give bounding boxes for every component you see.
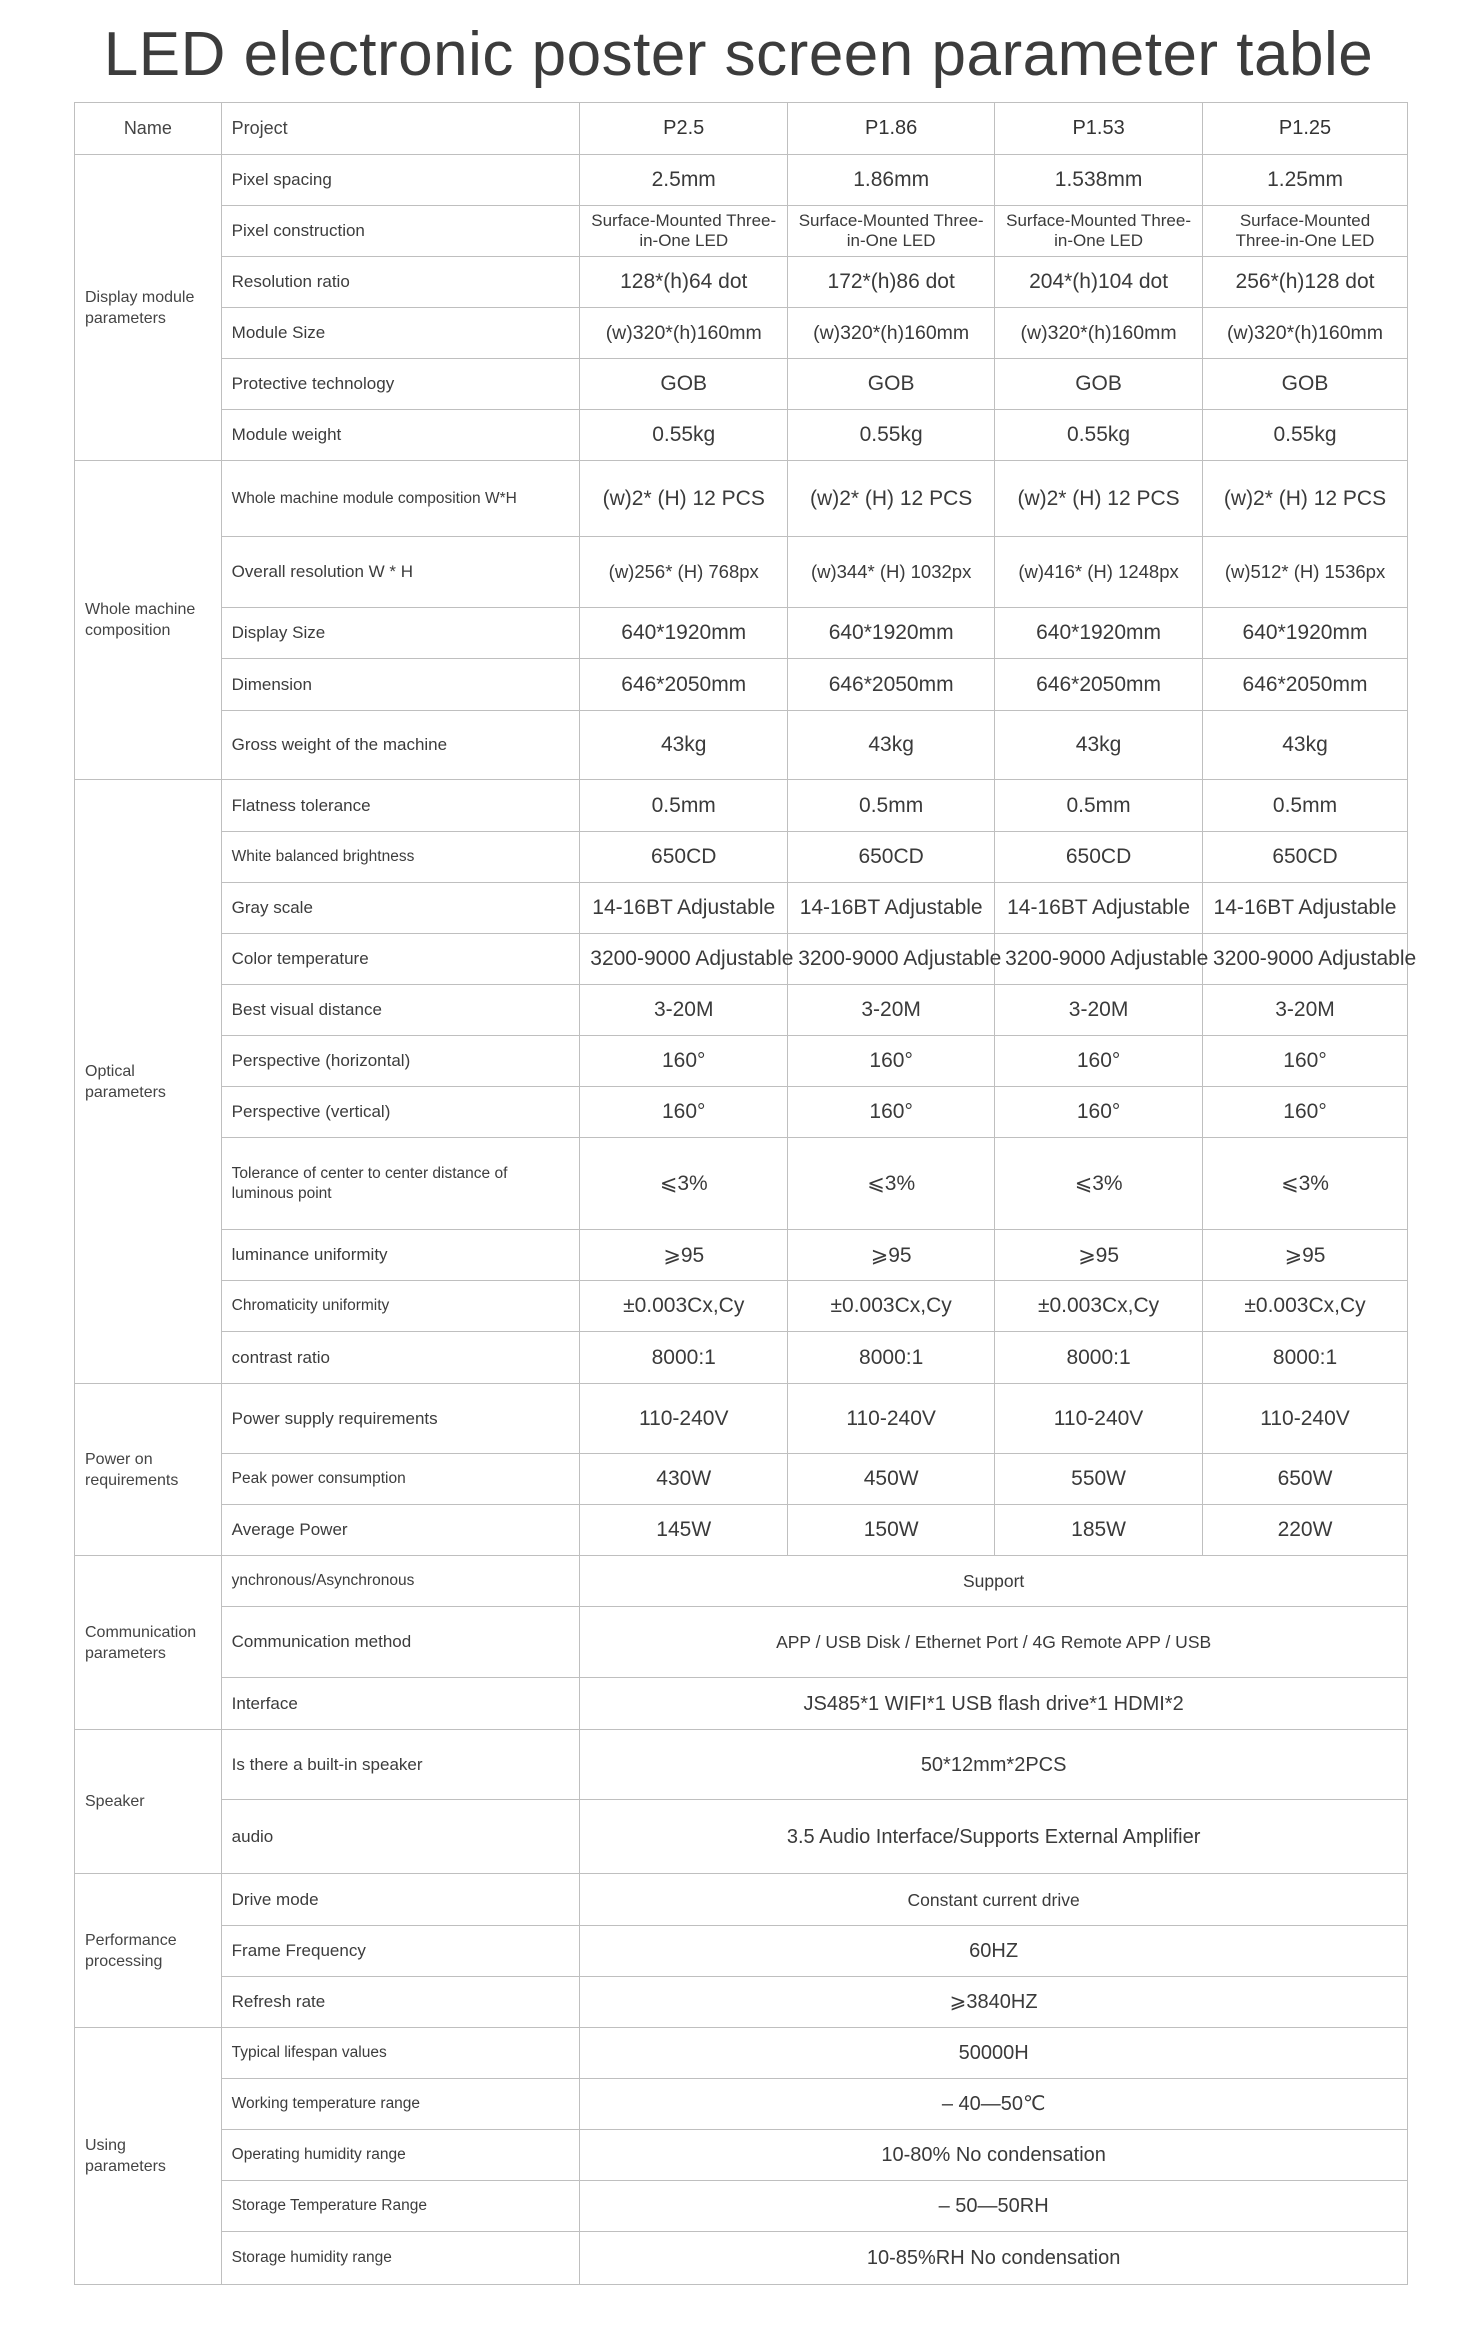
table-row <box>75 410 1408 461</box>
param-label: Pixel construction <box>221 206 580 257</box>
value-cell: 646*2050mm <box>788 659 995 711</box>
param-label: Dimension <box>221 659 580 711</box>
table-row <box>75 2181 1408 2232</box>
table-row <box>75 1384 1408 1454</box>
value-cell: Surface-Mounted Three-in-One LED <box>580 206 788 257</box>
value-cell: 0.55kg <box>995 410 1203 461</box>
param-label: audio <box>221 1800 580 1874</box>
value-cell: 1.86mm <box>788 155 995 206</box>
value-cell: ⩾95 <box>580 1230 788 1281</box>
param-label: Refresh rate <box>221 1977 580 2028</box>
param-label: Whole machine module composition W*H <box>221 461 580 537</box>
table-row <box>75 1138 1408 1230</box>
table-row <box>75 1800 1408 1874</box>
param-label: Overall resolution W * H <box>221 537 580 608</box>
param-label: Working temperature range <box>221 2079 580 2130</box>
value-cell: Surface-Mounted Three-in-One LED <box>995 206 1203 257</box>
table-row <box>75 1505 1408 1556</box>
value-cell: 646*2050mm <box>1203 659 1408 711</box>
shared-value-cell: 50000H <box>580 2028 1408 2079</box>
table-row <box>75 1281 1408 1332</box>
table-row <box>75 155 1408 206</box>
value-cell: (w)416* (H) 1248px <box>995 537 1203 608</box>
shared-value-cell: – 40—50℃ <box>580 2079 1408 2130</box>
value-cell: ⩽3% <box>788 1138 995 1230</box>
param-label: Protective technology <box>221 359 580 410</box>
group-label: Whole machine composition <box>75 461 222 780</box>
value-cell: ⩾95 <box>995 1230 1203 1281</box>
header-row <box>75 103 1408 155</box>
param-label: White balanced brightness <box>221 832 580 883</box>
table-row <box>75 1607 1408 1678</box>
value-cell: 3-20M <box>788 985 995 1036</box>
group-label: Communication parameters <box>75 1556 222 1730</box>
value-cell: 0.55kg <box>1203 410 1408 461</box>
value-cell: 650W <box>1203 1454 1408 1505</box>
value-cell: ±0.003Cx,Cy <box>1203 1281 1408 1332</box>
param-label: Color temperature <box>221 934 580 985</box>
value-cell: 650CD <box>1203 832 1408 883</box>
group-label: Using parameters <box>75 2028 222 2285</box>
param-label: Is there a built-in speaker <box>221 1730 580 1800</box>
value-cell: 160° <box>580 1087 788 1138</box>
value-cell: (w)512* (H) 1536px <box>1203 537 1408 608</box>
table-row <box>75 659 1408 711</box>
table-row <box>75 206 1408 257</box>
value-cell: 0.55kg <box>788 410 995 461</box>
header-model: P1.25 <box>1203 103 1408 155</box>
param-label: Best visual distance <box>221 985 580 1036</box>
value-cell: 160° <box>788 1036 995 1087</box>
param-label: Typical lifespan values <box>221 2028 580 2079</box>
value-cell: Surface-Mounted Three-in-One LED <box>788 206 995 257</box>
value-cell: 450W <box>788 1454 995 1505</box>
value-cell: 3200-9000 Adjustable <box>788 934 995 985</box>
table-row <box>75 1036 1408 1087</box>
value-cell: 43kg <box>995 711 1203 780</box>
value-cell: 2.5mm <box>580 155 788 206</box>
value-cell: 3200-9000 Adjustable <box>995 934 1203 985</box>
param-label: Module weight <box>221 410 580 461</box>
value-cell: 640*1920mm <box>1203 608 1408 659</box>
value-cell: 14-16BT Adjustable <box>1203 883 1408 934</box>
value-cell: 256*(h)128 dot <box>1203 257 1408 308</box>
shared-value-cell: ⩾3840HZ <box>580 1977 1408 2028</box>
param-label: Flatness tolerance <box>221 780 580 832</box>
value-cell: 160° <box>1203 1087 1408 1138</box>
value-cell: (w)344* (H) 1032px <box>788 537 995 608</box>
value-cell: 3-20M <box>995 985 1203 1036</box>
value-cell: 8000:1 <box>1203 1332 1408 1384</box>
param-label: Average Power <box>221 1505 580 1556</box>
value-cell: 646*2050mm <box>580 659 788 711</box>
param-label: Perspective (horizontal) <box>221 1036 580 1087</box>
group-label: Power on requirements <box>75 1384 222 1556</box>
value-cell: (w)2* (H) 12 PCS <box>580 461 788 537</box>
param-label: Chromaticity uniformity <box>221 1281 580 1332</box>
value-cell: 220W <box>1203 1505 1408 1556</box>
value-cell: 0.5mm <box>788 780 995 832</box>
header-model: P1.86 <box>788 103 995 155</box>
value-cell: GOB <box>995 359 1203 410</box>
table-row <box>75 257 1408 308</box>
header-model: P2.5 <box>580 103 788 155</box>
value-cell: ±0.003Cx,Cy <box>995 1281 1203 1332</box>
param-label: Communication method <box>221 1607 580 1678</box>
value-cell: 8000:1 <box>995 1332 1203 1384</box>
value-cell: (w)320*(h)160mm <box>995 308 1203 359</box>
value-cell: ⩽3% <box>995 1138 1203 1230</box>
value-cell: 14-16BT Adjustable <box>788 883 995 934</box>
value-cell: 3200-9000 Adjustable <box>1203 934 1408 985</box>
shared-value-cell: 50*12mm*2PCS <box>580 1730 1408 1800</box>
param-label: Gray scale <box>221 883 580 934</box>
table-row <box>75 985 1408 1036</box>
value-cell: 43kg <box>788 711 995 780</box>
header-model: P1.53 <box>995 103 1203 155</box>
table-row <box>75 1230 1408 1281</box>
table-row <box>75 1926 1408 1977</box>
value-cell: 110-240V <box>580 1384 788 1454</box>
table-row <box>75 883 1408 934</box>
value-cell: 172*(h)86 dot <box>788 257 995 308</box>
table-row <box>75 1874 1408 1926</box>
table-row <box>75 1332 1408 1384</box>
value-cell: 160° <box>995 1036 1203 1087</box>
param-label: Storage Temperature Range <box>221 2181 580 2232</box>
value-cell: 0.5mm <box>1203 780 1408 832</box>
value-cell: (w)2* (H) 12 PCS <box>1203 461 1408 537</box>
value-cell: (w)2* (H) 12 PCS <box>995 461 1203 537</box>
value-cell: 550W <box>995 1454 1203 1505</box>
value-cell: 640*1920mm <box>788 608 995 659</box>
table-row <box>75 2232 1408 2285</box>
value-cell: ⩽3% <box>1203 1138 1408 1230</box>
value-cell: ⩽3% <box>580 1138 788 1230</box>
table-row <box>75 711 1408 780</box>
value-cell: 650CD <box>995 832 1203 883</box>
value-cell: 160° <box>995 1087 1203 1138</box>
shared-value-cell: JS485*1 WIFI*1 USB flash drive*1 HDMI*2 <box>580 1678 1408 1730</box>
value-cell: 204*(h)104 dot <box>995 257 1203 308</box>
param-label: Frame Frequency <box>221 1926 580 1977</box>
value-cell: 650CD <box>580 832 788 883</box>
shared-value-cell: 3.5 Audio Interface/Supports External Amplifier <box>580 1800 1408 1874</box>
table-row <box>75 832 1408 883</box>
value-cell: (w)2* (H) 12 PCS <box>788 461 995 537</box>
header-project: Project <box>221 103 580 155</box>
param-label: Gross weight of the machine <box>221 711 580 780</box>
shared-value-cell: – 50—50RH <box>580 2181 1408 2232</box>
value-cell: 8000:1 <box>788 1332 995 1384</box>
group-label: Speaker <box>75 1730 222 1874</box>
table-row <box>75 780 1408 832</box>
value-cell: GOB <box>580 359 788 410</box>
table-row <box>75 608 1408 659</box>
value-cell: 14-16BT Adjustable <box>580 883 788 934</box>
table-row <box>75 1454 1408 1505</box>
value-cell: 185W <box>995 1505 1203 1556</box>
value-cell: 0.5mm <box>580 780 788 832</box>
value-cell: 1.25mm <box>1203 155 1408 206</box>
value-cell: 0.55kg <box>580 410 788 461</box>
table-row <box>75 1087 1408 1138</box>
value-cell: 110-240V <box>788 1384 995 1454</box>
value-cell: GOB <box>1203 359 1408 410</box>
table-row <box>75 1730 1408 1800</box>
table-row <box>75 308 1408 359</box>
header-name: Name <box>75 103 222 155</box>
value-cell: GOB <box>788 359 995 410</box>
value-cell: 3-20M <box>580 985 788 1036</box>
param-label: Display Size <box>221 608 580 659</box>
shared-value-cell: 10-80% No condensation <box>580 2130 1408 2181</box>
param-label: Peak power consumption <box>221 1454 580 1505</box>
parameter-table <box>74 102 1417 2285</box>
param-label: Storage humidity range <box>221 2232 580 2285</box>
value-cell: 0.5mm <box>995 780 1203 832</box>
table-row <box>75 934 1408 985</box>
param-label: luminance uniformity <box>221 1230 580 1281</box>
value-cell: ±0.003Cx,Cy <box>580 1281 788 1332</box>
value-cell: (w)256* (H) 768px <box>580 537 788 608</box>
value-cell: (w)320*(h)160mm <box>580 308 788 359</box>
value-cell: 3-20M <box>1203 985 1408 1036</box>
value-cell: 640*1920mm <box>580 608 788 659</box>
table-row <box>75 461 1408 537</box>
value-cell: 110-240V <box>1203 1384 1408 1454</box>
value-cell: (w)320*(h)160mm <box>788 308 995 359</box>
value-cell: (w)320*(h)160mm <box>1203 308 1408 359</box>
shared-value-cell: Support <box>580 1556 1408 1607</box>
table-row <box>75 1556 1408 1607</box>
param-label: Tolerance of center to center distance of luminous point <box>221 1138 580 1230</box>
group-label: Optical parameters <box>75 780 222 1384</box>
param-label: Power supply requirements <box>221 1384 580 1454</box>
table-row <box>75 2130 1408 2181</box>
table-row <box>75 1977 1408 2028</box>
param-label: Operating humidity range <box>221 2130 580 2181</box>
table-row <box>75 537 1408 608</box>
value-cell: 160° <box>580 1036 788 1087</box>
table-row <box>75 1678 1408 1730</box>
value-cell: 128*(h)64 dot <box>580 257 788 308</box>
param-label: Pixel spacing <box>221 155 580 206</box>
param-label: Interface <box>221 1678 580 1730</box>
group-label: Performance processing <box>75 1874 222 2028</box>
table-row <box>75 359 1408 410</box>
value-cell: 160° <box>1203 1036 1408 1087</box>
value-cell: Surface-Mounted Three-in-One LED <box>1203 206 1408 257</box>
page-title: LED electronic poster screen parameter table <box>103 20 1374 89</box>
param-label: Module Size <box>221 308 580 359</box>
shared-value-cell: Constant current drive <box>580 1874 1408 1926</box>
value-cell: 8000:1 <box>580 1332 788 1384</box>
value-cell: ±0.003Cx,Cy <box>788 1281 995 1332</box>
value-cell: 640*1920mm <box>995 608 1203 659</box>
value-cell: 150W <box>788 1505 995 1556</box>
value-cell: ⩾95 <box>788 1230 995 1281</box>
param-label: ynchronous/Asynchronous <box>221 1556 580 1607</box>
value-cell: 160° <box>788 1087 995 1138</box>
value-cell: 14-16BT Adjustable <box>995 883 1203 934</box>
param-label: Drive mode <box>221 1874 580 1926</box>
table-row <box>75 2028 1408 2079</box>
param-label: contrast ratio <box>221 1332 580 1384</box>
shared-value-cell: APP / USB Disk / Ethernet Port / 4G Remote APP / USB <box>580 1607 1408 1678</box>
value-cell: ⩾95 <box>1203 1230 1408 1281</box>
value-cell: 43kg <box>580 711 788 780</box>
value-cell: 110-240V <box>995 1384 1203 1454</box>
value-cell: 43kg <box>1203 711 1408 780</box>
value-cell: 3200-9000 Adjustable <box>580 934 788 985</box>
value-cell: 145W <box>580 1505 788 1556</box>
param-label: Perspective (vertical) <box>221 1087 580 1138</box>
value-cell: 1.538mm <box>995 155 1203 206</box>
shared-value-cell: 10-85%RH No condensation <box>580 2232 1408 2285</box>
table-row <box>75 2079 1408 2130</box>
group-label: Display module parameters <box>75 155 222 461</box>
value-cell: 430W <box>580 1454 788 1505</box>
shared-value-cell: 60HZ <box>580 1926 1408 1977</box>
param-label: Resolution ratio <box>221 257 580 308</box>
value-cell: 646*2050mm <box>995 659 1203 711</box>
value-cell: 650CD <box>788 832 995 883</box>
